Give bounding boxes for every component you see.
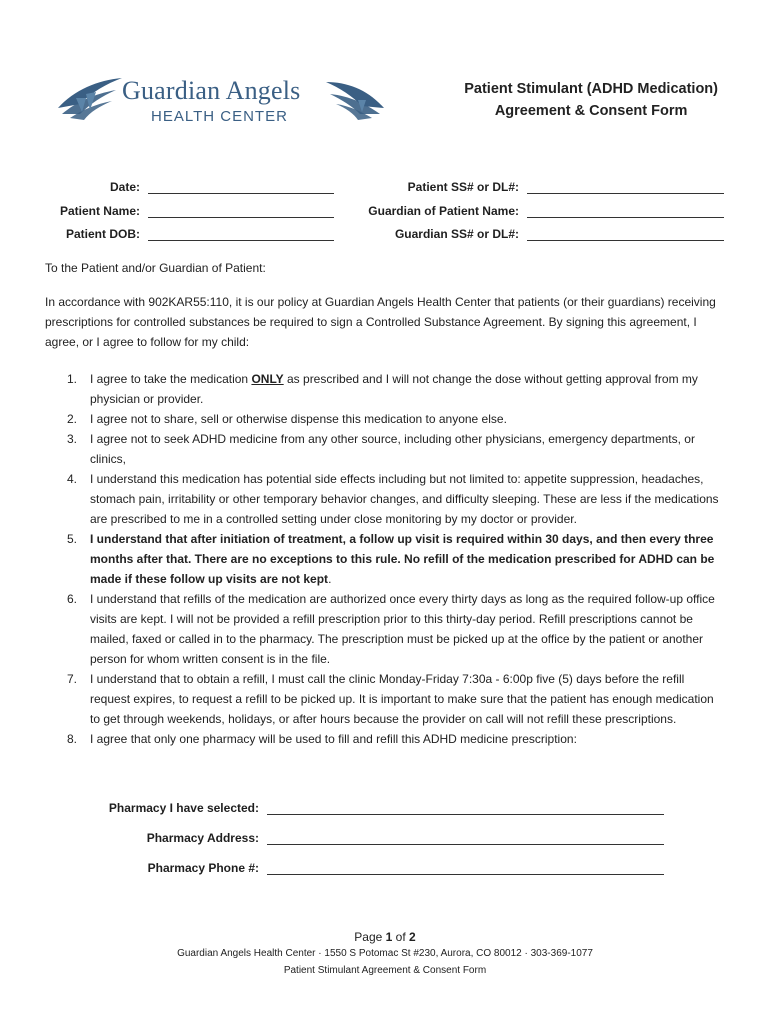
item-text: .: [328, 572, 332, 586]
guardian-name-input-line[interactable]: [527, 205, 724, 218]
guardian-angels-logo: [56, 68, 386, 138]
item-number: 3.: [67, 432, 78, 446]
item-number: 1.: [67, 372, 78, 386]
date-input-line[interactable]: [148, 181, 334, 194]
pharmacy-phone-input-line[interactable]: [267, 863, 664, 875]
pharmacy-phone-field: [104, 859, 664, 875]
guardian-ss-label: Guardian SS# or DL#:: [394, 227, 519, 241]
item-number: 8.: [67, 732, 78, 746]
item-number: 5.: [67, 532, 78, 546]
pharmacy-address-field: [104, 829, 664, 845]
logo-subtitle: HEALTH CENTER: [151, 108, 288, 125]
agreement-item-2: [45, 409, 727, 429]
date-field: [45, 178, 334, 194]
item-text: I understand that to obtain a refill, I must call the clinic Monday-Friday 7:30a - 6:00p five (5) days before the refill request expires, to request a refill to be picked up. It is important to make sure that the patient has enough medication to get through weekends, holidays, or after hours because the provider on call will not refill these prescriptions.: [90, 672, 714, 726]
item-text: I understand this medication has potential side effects including but not limited to: appetite suppression, headaches, stomach pain, irritability or other temporary behavior changes, and difficulty sleeping. These are less if the medications are prescribed to me in a controlled setting under close monitoring by my doctor or provider.: [90, 472, 719, 526]
guardian-ss-field: [330, 225, 724, 241]
guardian-ss-input-line[interactable]: [527, 228, 724, 241]
item-text: I agree not to share, sell or otherwise dispense this medication to anyone else.: [90, 412, 507, 426]
item-text: I agree to take the medication: [90, 372, 252, 386]
logo-name: Guardian Angels: [122, 76, 301, 105]
agreement-item-7: [45, 669, 727, 729]
patient-ss-label: Patient SS# or DL#:: [407, 180, 519, 194]
page-total: 2: [409, 930, 416, 944]
form-title-line1: Patient Stimulant (ADHD Medication): [464, 81, 718, 97]
agreement-item-3: [45, 429, 727, 469]
item-emphasis: ONLY: [251, 372, 284, 386]
footer-form-name: Patient Stimulant Agreement & Consent Form: [283, 965, 487, 976]
guardian-name-label: Guardian of Patient Name:: [368, 204, 519, 218]
item-number: 4.: [67, 472, 78, 486]
patient-name-label: Patient Name:: [59, 204, 140, 218]
agreement-item-6: [45, 589, 727, 669]
item-number: 7.: [67, 672, 78, 686]
item-text: I understand that refills of the medication are authorized once every thirty days as long as the required follow-up office visits are kept. I will not be provided a refill prescription prior to this thirty-day period. Refill prescriptions cannot be mailed, faxed or called in to the pharmacy. The prescription must be picked up at the office by the patient or another person for whom written consent is in the file.: [90, 592, 715, 666]
page-current: 1: [385, 930, 393, 944]
pharmacy-phone-label: Pharmacy Phone #:: [147, 861, 259, 875]
page-of: of: [392, 930, 410, 944]
patient-ss-input-line[interactable]: [527, 181, 724, 194]
form-title-line2: Agreement & Consent Form: [494, 103, 688, 119]
patient-ss-field: [330, 178, 724, 194]
salutation: To the Patient and/or Guardian of Patient:: [45, 261, 266, 275]
pharmacy-address-label: Pharmacy Address:: [146, 831, 259, 845]
item-text: I agree not to seek ADHD medicine from any other source, including other physicians, emergency departments, or clinics,: [90, 432, 695, 466]
item-number: 6.: [67, 592, 78, 606]
pharmacy-address-input-line[interactable]: [267, 833, 664, 845]
footer-address: Guardian Angels Health Center · 1550 S Potomac St #230, Aurora, CO 80012 · 303-369-1077: [177, 948, 593, 959]
pharmacy-selected-field: [104, 799, 664, 815]
item-text-bold: I understand that after initiation of treatment, a follow up visit is required within 30 days, and then every three months after that. There are no exceptions to this rule. No refill of the medication prescribed for ADHD can be made if these follow up visits are not kept: [90, 532, 715, 586]
agreement-list: [45, 369, 727, 749]
item-number: 2.: [67, 412, 78, 426]
intro-paragraph: In accordance with 902KAR55:110, it is our policy at Guardian Angels Health Center that patients (or their guardians) receiving prescriptions for controlled substances be required to sign a Controlled Substance Agreement. By signing this agreement, I agree, or I agree to follow for my child:: [45, 295, 716, 349]
item-text: as prescribed and I will not change the dose without getting approval from my physician or provider.: [90, 372, 698, 406]
pharmacy-selected-label: Pharmacy I have selected:: [108, 801, 259, 815]
agreement-item-4: [45, 469, 727, 529]
date-label: Date:: [109, 180, 140, 194]
patient-name-input-line[interactable]: [148, 205, 334, 218]
patient-name-field: [45, 202, 334, 218]
page-number: [0, 930, 770, 944]
patient-dob-input-line[interactable]: [148, 228, 334, 241]
patient-dob-label: Patient DOB:: [65, 227, 140, 241]
pharmacy-selected-input-line[interactable]: [267, 803, 664, 815]
form-title: [464, 78, 718, 122]
item-text: I agree that only one pharmacy will be used to fill and refill this ADHD medicine prescription:: [90, 732, 577, 746]
agreement-item-1: [45, 369, 727, 409]
page-prefix: Page: [354, 930, 386, 944]
agreement-item-8: [45, 729, 727, 749]
agreement-item-5: [45, 529, 727, 589]
patient-dob-field: [45, 225, 334, 241]
guardian-name-field: [330, 202, 724, 218]
